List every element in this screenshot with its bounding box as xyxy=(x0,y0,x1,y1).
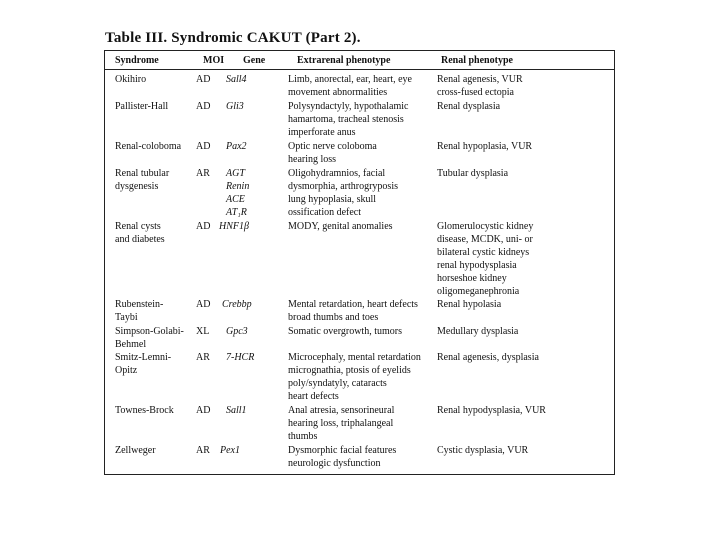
extrarenal-cell xyxy=(288,73,412,99)
extrarenal-cell xyxy=(288,298,418,324)
syndrome-cell-line: Zellweger xyxy=(115,445,156,456)
extrarenal-cell-line: imperforate anus xyxy=(288,127,356,138)
renal-cell-line: Renal agenesis, dysplasia xyxy=(437,352,539,363)
renal-cell xyxy=(437,351,539,364)
renal-cell-line: Tubular dysplasia xyxy=(437,168,509,179)
gene-cell xyxy=(226,351,254,364)
renal-cell-line: Glomerulocystic kidney xyxy=(437,221,534,232)
extrarenal-cell-line: movement abnormalities xyxy=(288,87,388,98)
table-title: Table III. Syndromic CAKUT (Part 2). xyxy=(105,30,361,46)
moi-cell: AR xyxy=(196,168,210,179)
extrarenal-cell-line: Dysmorphic facial features xyxy=(288,445,397,456)
moi-cell: AD xyxy=(196,299,211,310)
syndrome-cell xyxy=(115,404,174,417)
gene-cell-line: Crebbp xyxy=(222,299,252,310)
renal-cell-line: horseshoe kidney xyxy=(437,273,507,284)
gene-cell-line: Sall4 xyxy=(226,74,247,85)
renal-cell xyxy=(437,444,528,457)
syndrome-cell xyxy=(115,220,165,246)
syndrome-cell-line: Renal tubular xyxy=(115,168,170,179)
syndrome-cell-line: Taybi xyxy=(115,312,138,323)
gene-cell xyxy=(226,73,247,86)
gene-cell xyxy=(226,167,249,219)
renal-cell xyxy=(437,100,500,113)
syndrome-cell-line: Townes-Brock xyxy=(115,405,174,416)
moi-cell: XL xyxy=(196,326,210,337)
renal-cell-line: Renal hypodysplasia, VUR xyxy=(437,405,546,416)
renal-cell-line: Renal dysplasia xyxy=(437,101,501,112)
syndrome-cell xyxy=(115,140,181,153)
renal-cell-line: disease, MCDK, uni- or xyxy=(437,234,533,245)
gene-cell-line: Renin xyxy=(226,181,250,192)
renal-cell-line: renal hypodysplasia xyxy=(437,260,517,271)
extrarenal-cell-line: Mental retardation, heart defects xyxy=(288,299,418,310)
renal-cell-line: oligomeganephronia xyxy=(437,286,520,297)
gene-cell-line: 7-HCR xyxy=(226,352,255,363)
extrarenal-cell-line: Microcephaly, mental retardation xyxy=(288,352,421,363)
extrarenal-cell-line: Anal atresia, sensorineural xyxy=(288,405,395,416)
header-extrarenal-phenotype: Extrarenal phenotype xyxy=(297,55,391,66)
extrarenal-cell-line: Limb, anorectal, ear, heart, eye xyxy=(288,74,412,85)
extrarenal-cell-line: MODY, genital anomalies xyxy=(288,221,393,232)
extrarenal-cell-line: Somatic overgrowth, tumors xyxy=(288,326,402,337)
renal-cell-line: Renal hypolasia xyxy=(437,299,502,310)
renal-cell-line: Renal agenesis, VUR xyxy=(437,74,523,85)
syndrome-cell xyxy=(115,298,163,324)
gene-cell-line: Pax2 xyxy=(226,141,247,152)
extrarenal-cell xyxy=(288,100,408,139)
extrarenal-cell-line: hearing loss, triphalangeal xyxy=(288,418,394,429)
syndrome-cell xyxy=(115,351,171,377)
extrarenal-cell-line: dysmorphia, arthrogryposis xyxy=(288,181,398,192)
syndrome-cell-line: Okihiro xyxy=(115,74,147,85)
gene-cell xyxy=(222,298,252,311)
extrarenal-cell xyxy=(288,351,421,403)
gene-cell-line: HNF1β xyxy=(219,221,249,232)
renal-cell xyxy=(437,220,533,298)
gene-cell-line: Gli3 xyxy=(226,101,244,112)
renal-cell-line: Cystic dysplasia, VUR xyxy=(437,445,529,456)
moi-cell: AD xyxy=(196,405,211,416)
syndrome-cell xyxy=(115,73,146,86)
syndrome-cell-line: dysgenesis xyxy=(115,181,159,192)
renal-cell xyxy=(437,167,508,180)
gene-cell xyxy=(220,444,240,457)
syndrome-cell xyxy=(115,444,156,457)
extrarenal-cell xyxy=(288,325,402,338)
gene-cell xyxy=(226,140,247,153)
extrarenal-cell-line: heart defects xyxy=(288,391,339,402)
renal-cell-line: Medullary dysplasia xyxy=(437,326,519,337)
extrarenal-cell xyxy=(288,140,377,166)
extrarenal-cell xyxy=(288,220,393,233)
syndrome-cell-line: Behmel xyxy=(115,339,147,350)
extrarenal-cell xyxy=(288,404,394,443)
renal-cell xyxy=(437,73,523,99)
moi-cell: AD xyxy=(196,101,211,112)
gene-cell xyxy=(219,220,249,233)
gene-cell xyxy=(226,404,247,417)
gene-cell-line: AT₁R xyxy=(226,207,247,218)
moi-cell: AD xyxy=(196,74,211,85)
renal-cell-line: Renal hypoplasia, VUR xyxy=(437,141,533,152)
gene-cell-line: Gpc3 xyxy=(226,326,248,337)
syndrome-cell xyxy=(115,325,184,351)
gene-cell-line: Sall1 xyxy=(226,405,247,416)
extrarenal-cell-line: Polysyndactyly, hypothalamic xyxy=(288,101,409,112)
extrarenal-cell xyxy=(288,167,398,219)
syndrome-cell xyxy=(115,100,168,113)
gene-cell xyxy=(226,100,244,113)
header-moi: MOI xyxy=(203,55,225,66)
syndrome-cell-line: Opitz xyxy=(115,365,138,376)
renal-cell xyxy=(437,404,546,417)
extrarenal-cell-line: Optic nerve coloboma xyxy=(288,141,377,152)
extrarenal-cell-line: poly/syndatyly, cataracts xyxy=(288,378,387,389)
header-renal-phenotype: Renal phenotype xyxy=(441,55,513,66)
header-syndrome: Syndrome xyxy=(115,55,159,66)
extrarenal-cell-line: neurologic dysfunction xyxy=(288,458,381,469)
moi-cell: AR xyxy=(196,445,210,456)
renal-cell-line: cross-fused ectopia xyxy=(437,87,514,98)
gene-cell-line: ACE xyxy=(226,194,245,205)
renal-cell xyxy=(437,140,532,153)
syndrome-cell xyxy=(115,167,169,193)
header-gene: Gene xyxy=(243,55,266,66)
renal-cell-line: bilateral cystic kidneys xyxy=(437,247,530,258)
moi-cell: AD xyxy=(196,221,211,232)
moi-cell: AD xyxy=(196,141,211,152)
extrarenal-cell-line: Oligohydramnios, facial xyxy=(288,168,386,179)
moi-cell: AR xyxy=(196,352,210,363)
syndrome-cell-line: Simpson-Golabi- xyxy=(115,326,184,337)
syndrome-cell-line: Smitz-Lemni- xyxy=(115,352,172,363)
syndrome-cell-line: and diabetes xyxy=(115,234,165,245)
extrarenal-cell-line: ossification defect xyxy=(288,207,362,218)
renal-cell xyxy=(437,325,518,338)
extrarenal-cell-line: broad thumbs and toes xyxy=(288,312,379,323)
gene-cell-line: AGT xyxy=(226,168,245,179)
extrarenal-cell-line: thumbs xyxy=(288,431,318,442)
extrarenal-cell-line: hamartoma, tracheal stenosis xyxy=(288,114,404,125)
syndrome-cell-line: Renal-coloboma xyxy=(115,141,182,152)
syndrome-cell-line: Renal cysts xyxy=(115,221,161,232)
extrarenal-cell xyxy=(288,444,396,470)
renal-cell xyxy=(437,298,501,311)
syndrome-cell-line: Rubenstein- xyxy=(115,299,164,310)
extrarenal-cell-line: micrognathia, ptosis of eyelids xyxy=(288,365,411,376)
syndrome-cell-line: Pallister-Hall xyxy=(115,101,169,112)
extrarenal-cell-line: lung hypoplasia, skull xyxy=(288,194,377,205)
extrarenal-cell-line: hearing loss xyxy=(288,154,337,165)
gene-cell-line: Pex1 xyxy=(220,445,240,456)
gene-cell xyxy=(226,325,248,338)
